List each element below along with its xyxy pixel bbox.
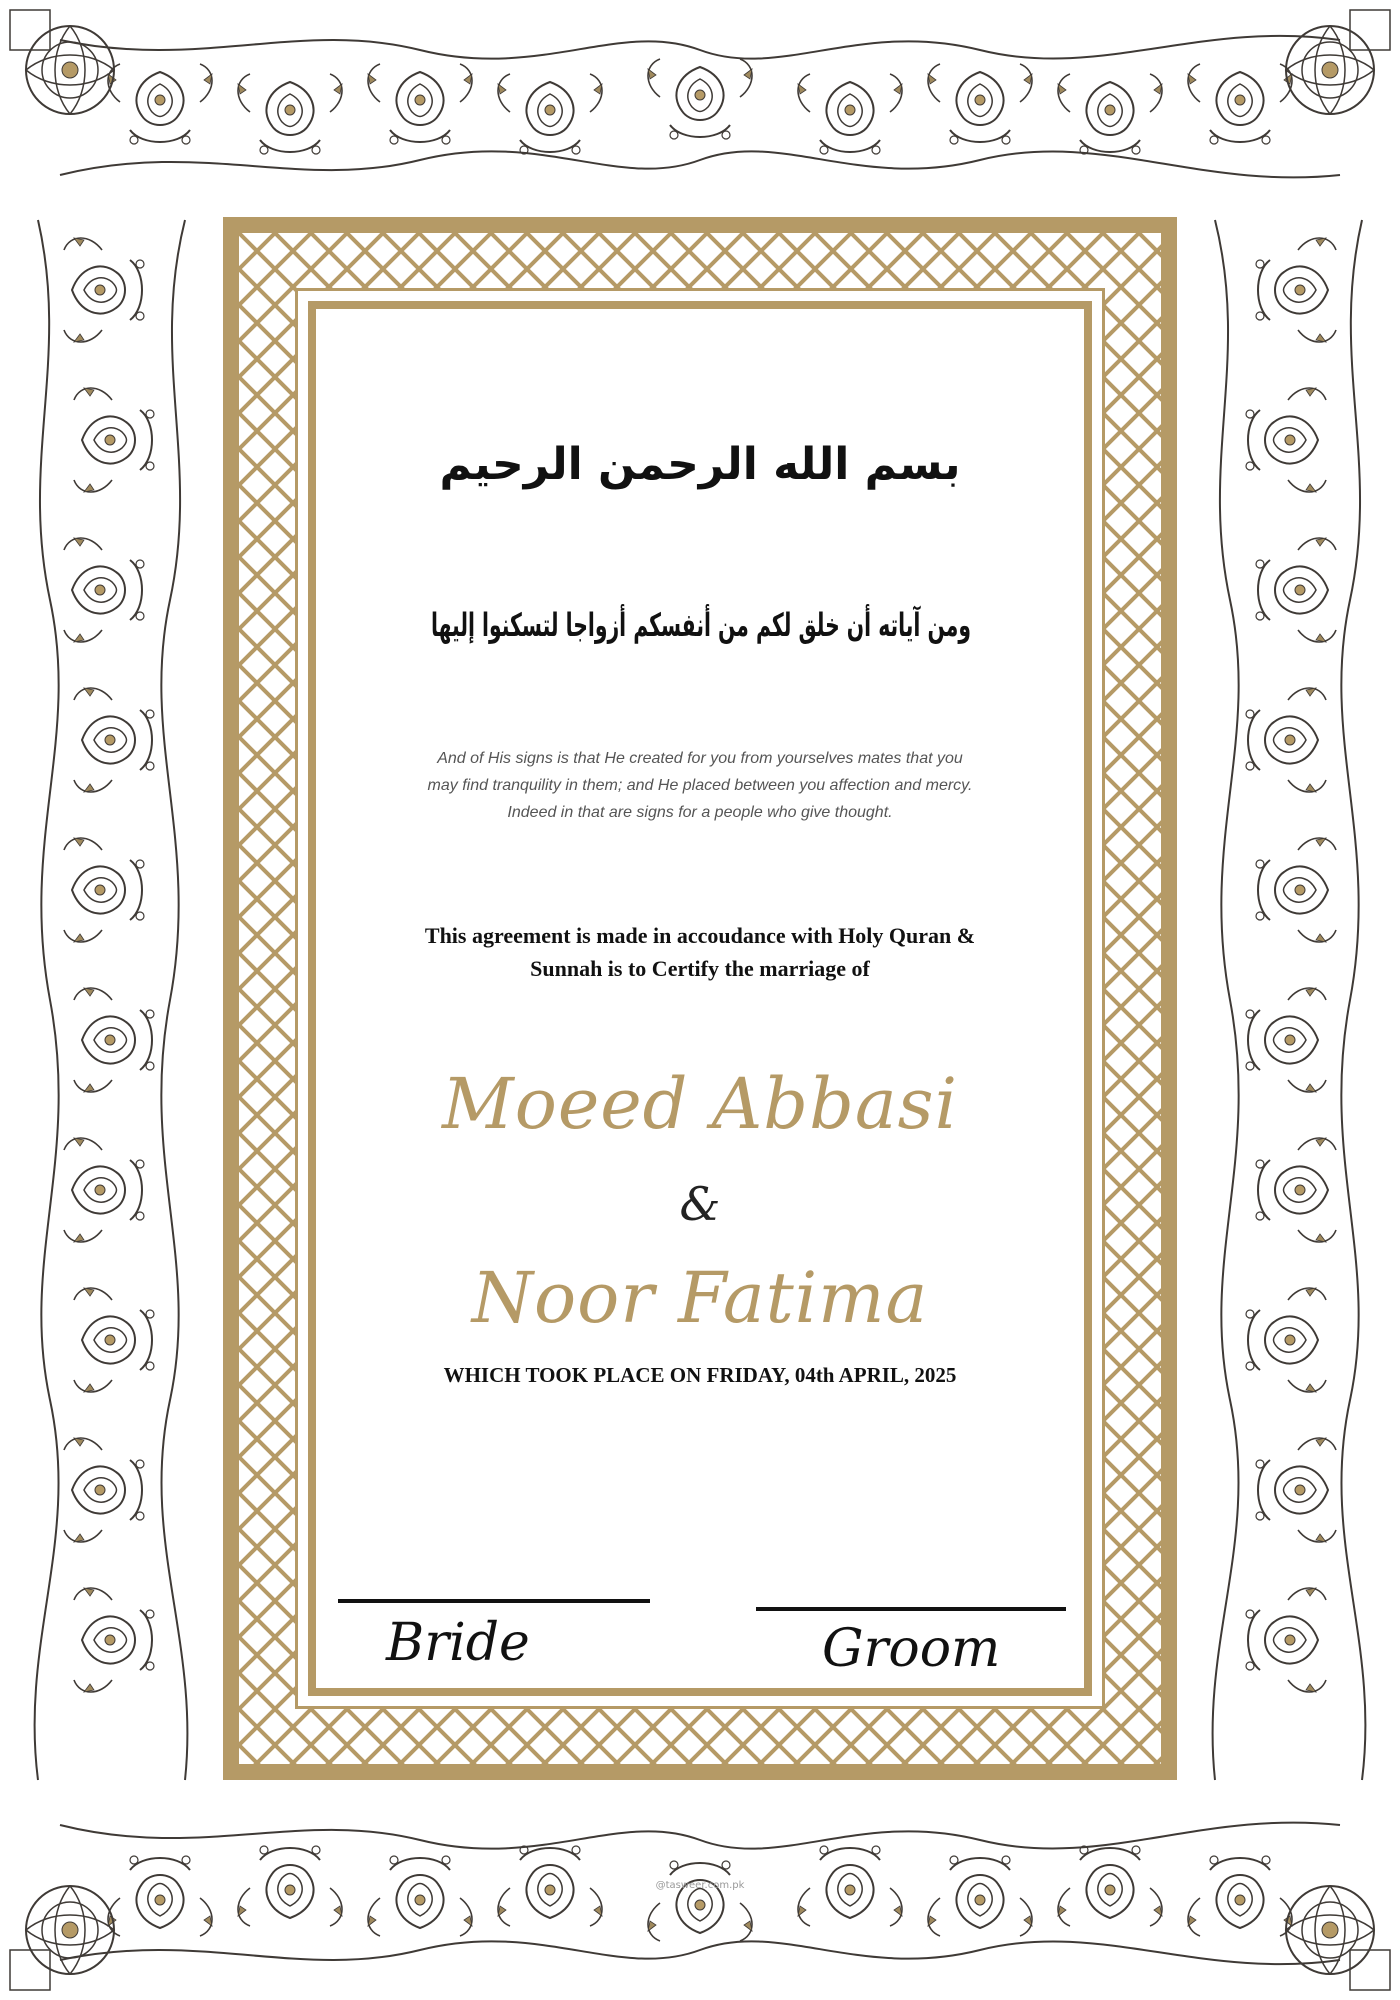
bride-signature-line[interactable]: [338, 1599, 650, 1603]
bride-signature-label: Bride: [386, 1613, 530, 1673]
ampersand: &: [679, 1177, 721, 1231]
groom-signature-line[interactable]: [756, 1607, 1066, 1611]
quran-translation: [356, 745, 1044, 826]
translation-line: may find tranquility in them; and He placed between you affection and mercy.: [427, 777, 973, 794]
groom-signature-label: Groom: [822, 1619, 1001, 1679]
translation-line: Indeed in that are signs for a people who give thought.: [507, 804, 893, 821]
bismillah-text: بسم الله الرحمن الرحيم: [439, 439, 961, 490]
watermark: @tasweer.com.pk: [655, 1880, 745, 1891]
ayah-text: ومن آياته أن خلق لكم من أنفسكم أزواجا لتسكنوا إليها: [431, 606, 1281, 644]
agreement-statement: [356, 919, 1044, 985]
groom-name: Moeed Abbasi: [442, 1063, 958, 1145]
bismillah-calligraphy: [439, 421, 961, 501]
agreement-line: This agreement is made in accoudance with Holy Quran &: [424, 923, 976, 948]
bride-name: Noor Fatima: [471, 1257, 929, 1339]
certificate-content: [316, 309, 1281, 1688]
ceremony-date: WHICH TOOK PLACE ON FRIDAY, 04th APRIL, 2025: [443, 1363, 957, 1387]
ayah-calligraphy: [416, 541, 1281, 691]
translation-line: And of His signs is that He created for you from yourselves mates that you: [437, 750, 963, 767]
agreement-line: Sunnah is to Certify the marriage of: [530, 956, 870, 981]
